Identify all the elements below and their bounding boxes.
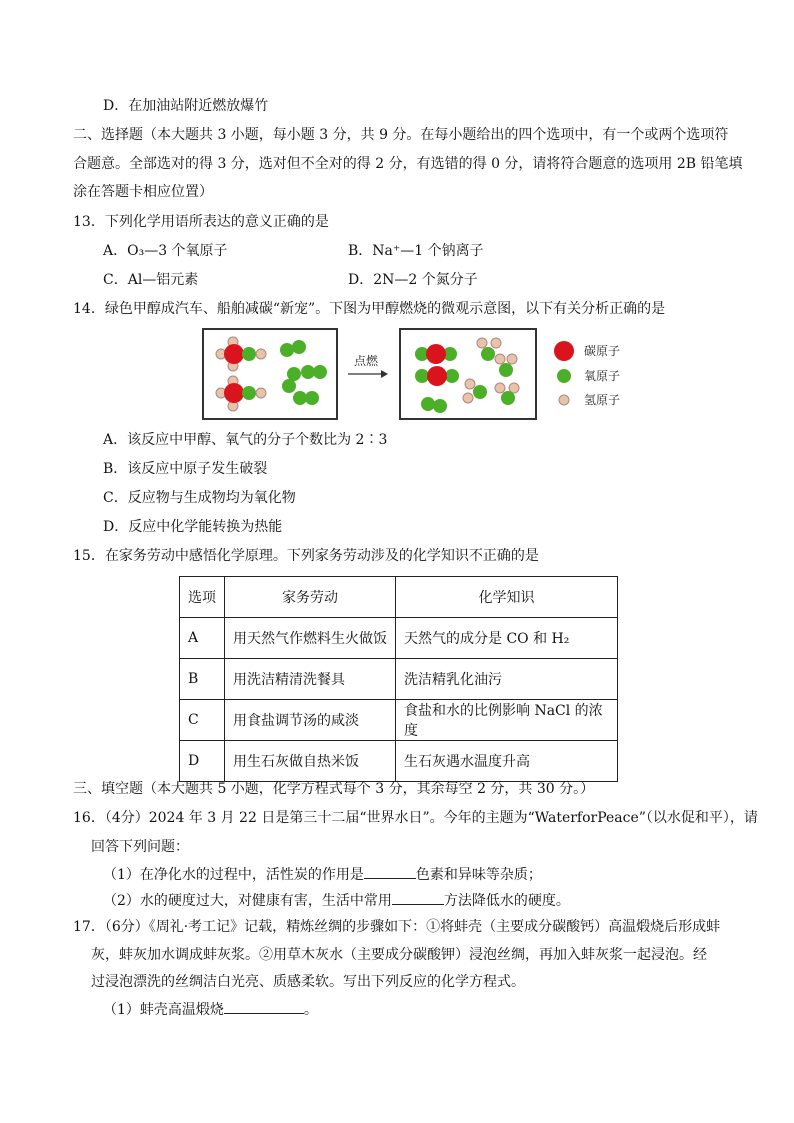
q16-stem-line-1: 16．（4分）2024 年 3 月 22 日是第三十二届“世界水日”。今年的主题为“WaterforPeace”（以水促和平），请 — [73, 810, 758, 826]
q17-stem-line-2: 灰，蚌灰加水调成蚌灰浆。②用草木灰水（主要成分碳酸钾）浸泡丝绸，再加入蚌灰浆一起浸泡。经 — [91, 947, 707, 963]
oxygen-legend-label: 氧原子 — [584, 369, 621, 383]
q14-option-a: A．该反应中甲醇、氧气的分子个数比为 2∶3 — [103, 432, 388, 448]
q16-part-2-text-b: 方法降低水的硬度。 — [443, 893, 570, 909]
table-cell: 用天然气作燃料生火做饭 — [225, 618, 396, 659]
answer-blank[interactable] — [224, 999, 304, 1014]
answer-blank[interactable] — [364, 864, 416, 879]
q17-part-1 — [103, 999, 318, 1020]
table-cell: D — [180, 741, 225, 782]
arrow-head-icon — [381, 370, 388, 378]
table-cell: 洗洁精乳化油污 — [396, 659, 618, 700]
table-header-cell: 选项 — [180, 577, 225, 618]
q17-stem-line-3: 过浸泡漂洗的丝绸洁白光亮、质感柔软。写出下列反应的化学方程式。 — [91, 974, 525, 990]
table-row — [180, 618, 618, 659]
q15-stem: 15．在家务劳动中感悟化学原理。下列家务劳动涉及的化学知识不正确的是 — [73, 548, 539, 564]
table-header-cell: 化学知识 — [396, 577, 618, 618]
table-cell: 用食盐调节汤的咸淡 — [225, 700, 396, 741]
table-cell: 生石灰遇水温度升高 — [396, 741, 618, 782]
q13-option-a: A．O₃—3 个氧原子 — [103, 243, 228, 259]
table-cell: 用生石灰做自热米饭 — [225, 741, 396, 782]
q15-table — [179, 576, 618, 782]
reaction-diagram-svg — [200, 326, 640, 424]
q14-option-b: B．该反应中原子发生破裂 — [103, 461, 268, 477]
carbon-legend-icon — [554, 341, 574, 361]
q13-option-d: D．2N—2 个氮分子 — [348, 272, 478, 288]
section-2-desc-line-3: 涂在答题卡相应位置） — [73, 184, 213, 200]
table-header-cell: 家务劳动 — [225, 577, 396, 618]
oxygen-legend-icon — [557, 369, 571, 383]
arrow-label: 点燃 — [354, 354, 379, 368]
table-cell: B — [180, 659, 225, 700]
q12-option-d: D．在加油站附近燃放爆竹 — [103, 98, 269, 114]
table-cell: 天然气的成分是 CO 和 H₂ — [396, 618, 618, 659]
q16-part-1 — [103, 864, 542, 885]
table-cell: 用洗洁精清洗餐具 — [225, 659, 396, 700]
section-2-header: 二、选择题（本大题共 3 小题，每小题 3 分，共 9 分。在每小题给出的四个选项中，有一个或两个选项符 — [73, 127, 729, 143]
table-cell: A — [180, 618, 225, 659]
q16-part-2-text-a: （2）水的硬度过大，对健康有害，生活中常用 — [103, 893, 392, 909]
q14-option-c: C．反应物与生成物均为氧化物 — [103, 490, 296, 506]
hydrogen-legend-icon — [559, 395, 569, 405]
table-row — [180, 659, 618, 700]
q16-part-1-text-a: （1）在净化水的过程中，活性炭的作用是 — [103, 867, 364, 883]
q14-stem: 14．绿色甲醇成汽车、船舶减碳“新宠”。下图为甲醇燃烧的微观示意图，以下有关分析正确的是 — [73, 301, 666, 317]
section-3-header: 三、填空题（本大题共 5 小题，化学方程式每个 3 分，其余每空 2 分，共 30 分。） — [73, 781, 595, 797]
q17-part-1-text: （1）蚌壳高温煅烧 — [103, 1002, 224, 1018]
section-2-desc-line-2: 合题意。全部选对的得 3 分，选对但不全对的得 2 分，有选错的得 0 分，请将符合题意的选项用 2B 铅笔填 — [73, 156, 743, 172]
q13-option-c: C．Al—铝元素 — [103, 272, 199, 288]
answer-blank[interactable] — [392, 890, 444, 905]
methanol-combustion-diagram — [200, 326, 640, 424]
q17-stem-line-1: 17．（6分）《周礼·考工记》记载，精炼丝绸的步骤如下：①将蚌壳（主要成分碳酸钙）高温煅烧后形成蚌 — [73, 919, 721, 935]
table-cell: C — [180, 700, 225, 741]
q16-stem-line-2: 回答下列问题： — [91, 839, 189, 855]
q14-option-d: D．反应中化学能转换为热能 — [103, 519, 283, 535]
table-row — [180, 741, 618, 782]
table-header-row — [180, 577, 618, 618]
q13-stem: 13．下列化学用语所表达的意义正确的是 — [73, 214, 329, 230]
carbon-legend-label: 碳原子 — [584, 344, 621, 358]
q17-part-1-end: 。 — [303, 1002, 318, 1018]
q13-option-b: B．Na⁺—1 个钠离子 — [348, 243, 484, 259]
q16-part-1-text-b: 色素和异味等杂质； — [415, 867, 542, 883]
table-row — [180, 700, 618, 741]
q16-part-2 — [103, 890, 570, 911]
table-cell: 食盐和水的比例影响 NaCl 的浓度 — [396, 700, 618, 741]
hydrogen-legend-label: 氢原子 — [584, 393, 621, 407]
